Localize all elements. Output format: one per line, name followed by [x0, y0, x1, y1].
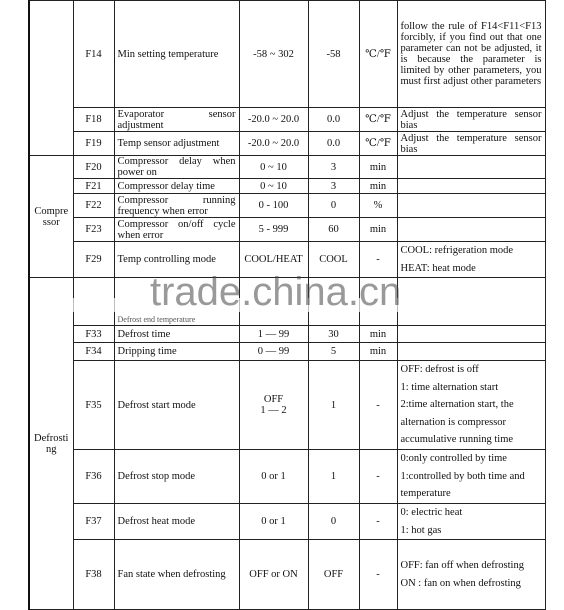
param-code: F33 — [73, 326, 114, 343]
param-range: 0 - 100 — [239, 194, 308, 218]
param-range: OFF 1 — 2 — [239, 361, 308, 450]
table-row — [29, 504, 545, 540]
table-row — [29, 242, 545, 278]
param-name: Compressor delay when power on — [114, 156, 239, 179]
watermark-text: trade.china.cn — [150, 270, 402, 314]
param-default: 0 — [308, 504, 359, 540]
param-code: F20 — [73, 156, 114, 179]
param-description: Adjust the temperature sensor bias — [397, 132, 545, 156]
param-description: 0:only controlled by time 1:controlled by both time and temperature — [397, 450, 545, 504]
param-name: Compressor delay time — [114, 179, 239, 194]
param-code: F29 — [73, 242, 114, 278]
param-name: Compressor running frequency when error — [114, 194, 239, 218]
table-row — [29, 326, 545, 343]
param-unit: - — [359, 450, 397, 504]
param-default: 0.0 — [308, 132, 359, 156]
param-unit: min — [359, 343, 397, 361]
param-description — [397, 218, 545, 242]
param-name-obscured: Defrost end temperature — [114, 278, 239, 326]
param-unit: % — [359, 194, 397, 218]
param-code: F37 — [73, 504, 114, 540]
param-code: F22 — [73, 194, 114, 218]
group-cell-empty — [29, 1, 73, 156]
param-unit: ℃/℉ — [359, 1, 397, 108]
param-code: F34 — [73, 343, 114, 361]
param-unit: - — [359, 361, 397, 450]
param-default: 1 — [308, 361, 359, 450]
param-description — [397, 326, 545, 343]
param-unit: - — [359, 540, 397, 610]
param-name: Compressor on/off cycle when error — [114, 218, 239, 242]
param-default: 60 — [308, 218, 359, 242]
param-description — [397, 343, 545, 361]
param-range: -20.0 ~ 20.0 — [239, 132, 308, 156]
param-name: Defrost heat mode — [114, 504, 239, 540]
param-description: Adjust the temperature sensor bias — [397, 108, 545, 132]
param-code: F18 — [73, 108, 114, 132]
param-unit: min — [359, 218, 397, 242]
param-name: Dripping time — [114, 343, 239, 361]
param-unit: min — [359, 179, 397, 194]
param-code: F35 — [73, 361, 114, 450]
param-name: Defrost start mode — [114, 361, 239, 450]
param-name: Temp controlling mode — [114, 242, 239, 278]
param-range: -20.0 ~ 20.0 — [239, 108, 308, 132]
param-unit: ℃/℉ — [359, 108, 397, 132]
table-row — [29, 361, 545, 450]
param-code: F14 — [73, 1, 114, 108]
param-description: COOL: refrigeration mode HEAT: heat mode — [397, 242, 545, 278]
table-row — [29, 218, 545, 242]
param-code: F38 — [73, 540, 114, 610]
param-default: 30 — [308, 326, 359, 343]
param-description — [397, 156, 545, 179]
param-name: Defrost time — [114, 326, 239, 343]
param-default: 0.0 — [308, 108, 359, 132]
param-description: 0: electric heat 1: hot gas — [397, 504, 545, 540]
group-label-compressor: Compre ssor — [29, 156, 73, 278]
param-default: 3 — [308, 156, 359, 179]
param-range: 0 — 99 — [239, 343, 308, 361]
param-default: 0 — [308, 194, 359, 218]
param-range: 0 or 1 — [239, 504, 308, 540]
param-range: COOL/HEAT — [239, 242, 308, 278]
param-range: 0 ~ 10 — [239, 179, 308, 194]
param-default: 3 — [308, 179, 359, 194]
param-range: 0 or 1 — [239, 450, 308, 504]
table-row — [29, 194, 545, 218]
param-name: Defrost stop mode — [114, 450, 239, 504]
param-code: F36 — [73, 450, 114, 504]
param-range: 1 — 99 — [239, 326, 308, 343]
param-unit: min — [359, 156, 397, 179]
param-default: 1 — [308, 450, 359, 504]
param-description: follow the rule of F14<F11<F13 forcibly, if you find out that one parameter can not be adjusted, it is because the parameter is limited by other parameters, you must first adjust other parameters — [397, 1, 545, 108]
param-name: Evaporator sensor adjustment — [114, 108, 239, 132]
param-name: Min setting temperature — [114, 1, 239, 108]
param-default: -58 — [308, 1, 359, 108]
table-row — [29, 156, 545, 179]
param-unit: - — [359, 242, 397, 278]
param-range: -58 ~ 302 — [239, 1, 308, 108]
param-default: 5 — [308, 343, 359, 361]
param-name: Temp sensor adjustment — [114, 132, 239, 156]
param-default: OFF — [308, 540, 359, 610]
table-row — [29, 179, 545, 194]
param-default: COOL — [308, 242, 359, 278]
group-label-defrosting: Defrosti ng — [29, 278, 73, 610]
watermark-band — [60, 298, 480, 312]
param-unit: - — [359, 504, 397, 540]
param-description — [397, 179, 545, 194]
param-unit: ℃/℉ — [359, 132, 397, 156]
table-row — [29, 132, 545, 156]
param-range: 0 ~ 10 — [239, 156, 308, 179]
param-name: Fan state when defrosting — [114, 540, 239, 610]
param-description: OFF: defrost is off 1: time alternation start 2:time alternation start, the alternation is compressor accumulative running time — [397, 361, 545, 450]
table-row — [29, 108, 545, 132]
param-code: F21 — [73, 179, 114, 194]
param-code: F19 — [73, 132, 114, 156]
table-row — [29, 450, 545, 504]
param-range: 5 - 999 — [239, 218, 308, 242]
table-row — [29, 1, 545, 108]
param-range: OFF or ON — [239, 540, 308, 610]
param-description — [397, 194, 545, 218]
param-description: OFF: fan off when defrosting ON : fan on when defrosting — [397, 540, 545, 610]
table-row — [29, 540, 545, 610]
param-unit: min — [359, 326, 397, 343]
param-code: F23 — [73, 218, 114, 242]
table-row — [29, 343, 545, 361]
